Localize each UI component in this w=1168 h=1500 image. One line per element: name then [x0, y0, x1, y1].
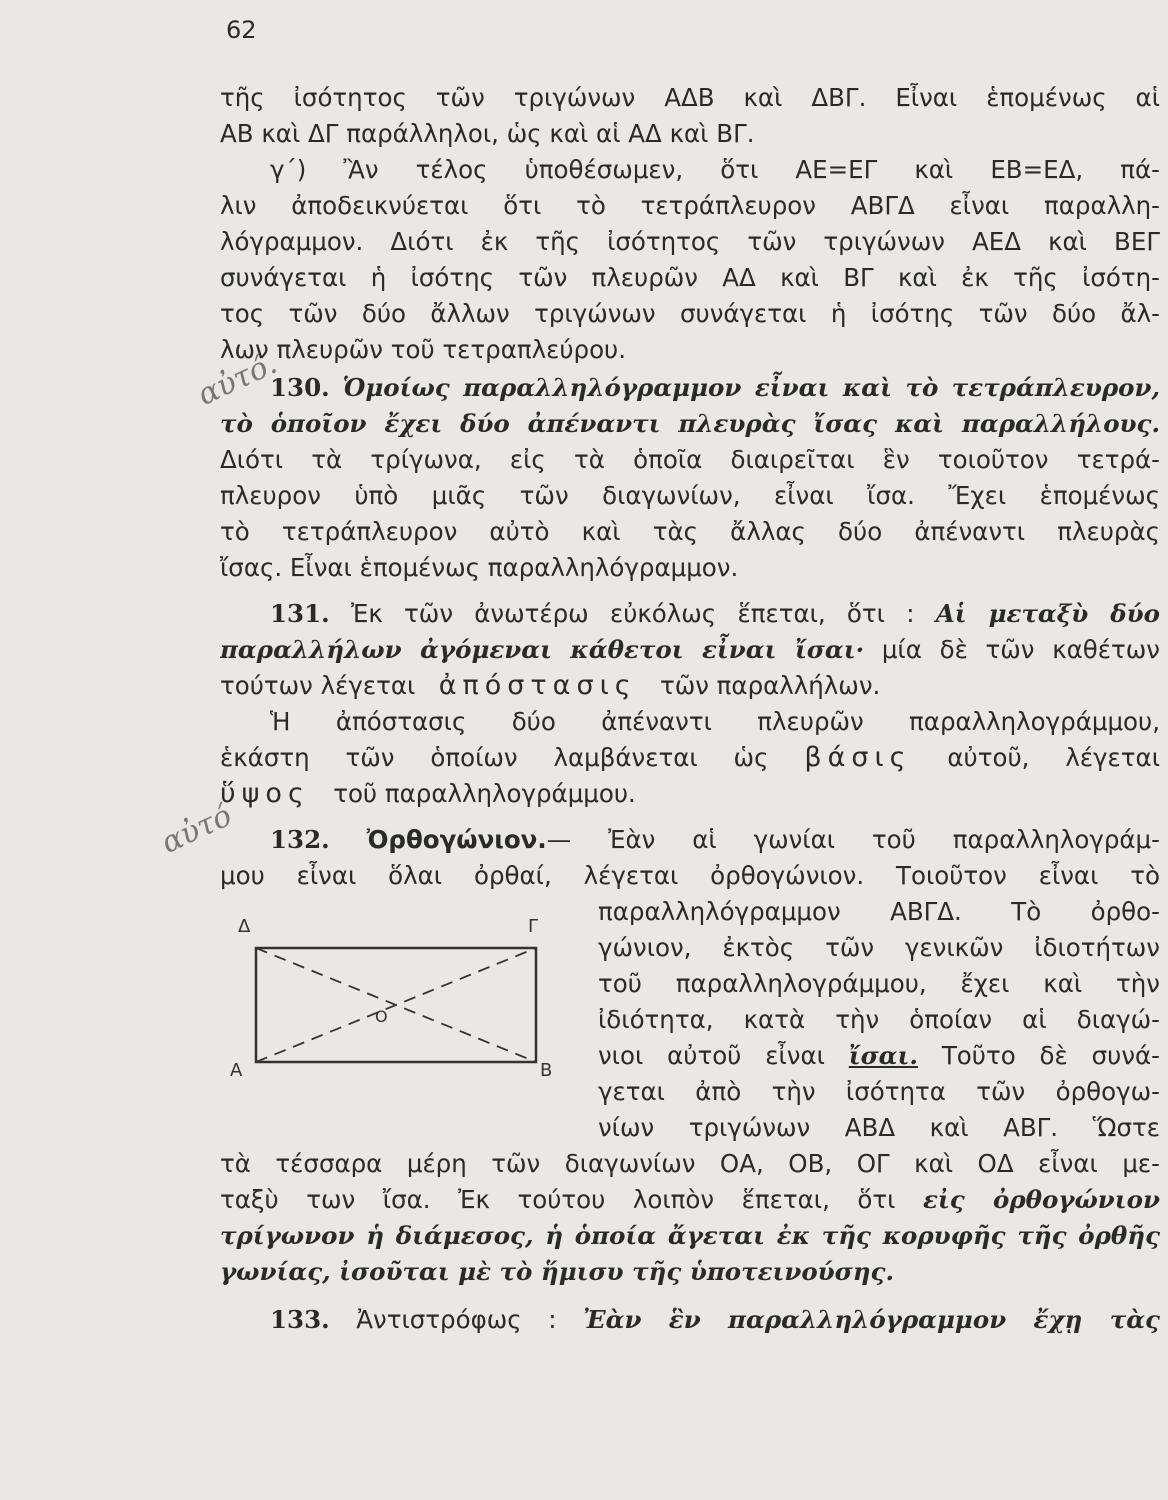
- text-line: πλευρον ὑπὸ μιᾶς τῶν διαγωνίων, εἶναι ἴσα. Ἔχει ἑπομένως: [220, 481, 1160, 510]
- term-apostasis: ἀπόστασις: [438, 670, 637, 701]
- text-line: μου εἶναι ὅλαι ὀρθαί, λέγεται ὀρθογώνιον. Τοιοῦτον εἶναι τὸ: [220, 861, 1160, 890]
- section-133-line-1: [220, 1302, 1160, 1338]
- section-130-line-1: [220, 370, 1160, 406]
- text-span: Τοῦτο δὲ συνά-: [941, 1041, 1160, 1070]
- theorem-text: τὸ ὁποῖον ἔχει δύο ἀπέναντι πλευρὰς ἴσας καὶ παραλλήλους.: [220, 409, 1160, 438]
- text-line: παραλληλόγραμμον ΑΒΓΔ. Τὸ ὀρθο-: [598, 897, 1160, 926]
- text-span: αὐτοῦ, λέγεται: [947, 743, 1160, 772]
- text-line: λιν ἀποδεικνύεται ὅτι τὸ τετράπλευρον ΑΒΓΔ εἶναι παραλλη-: [220, 191, 1160, 220]
- section-131-line-3: [220, 668, 1160, 704]
- text-line: τοῦ παραλληλογράμμου, ἔχει καὶ τὴν: [598, 969, 1160, 998]
- text-line: λόγραμμον. Διότι ἐκ τῆς ἰσότητος τῶν τριγώνων ΑΕΔ καὶ ΒΕΓ: [220, 227, 1160, 256]
- margin-note-2: αὐτό: [156, 798, 238, 861]
- theorem-text: Ὁμοίως παραλληλόγραμμον εἶναι καὶ τὸ τετράπλευρον,: [342, 373, 1160, 402]
- dash: —: [546, 825, 572, 854]
- theorem-text: τρίγωνον ἡ διάμεσος, ἡ ὁποία ἄγεται ἐκ τῆς κορυφῆς τῆς ὀρθῆς: [220, 1221, 1160, 1250]
- emphasis-isai: ἴσαι.: [848, 1041, 918, 1070]
- label-O: Ο: [375, 1007, 388, 1026]
- theorem-text: εἰς ὀρθογώνιον: [923, 1185, 1160, 1214]
- text-span: τοῦ παραλληλογράμμου.: [333, 779, 636, 808]
- text-line: ἴσας. Εἶναι ἑπομένως παραλληλόγραμμον.: [220, 553, 739, 582]
- text-line: νίων τριγώνων ΑΒΔ καὶ ΑΒΓ. Ὥστε: [598, 1113, 1160, 1142]
- text-line: ΑΒ καὶ ΔΓ παράλληλοι, ὡς καὶ αἱ ΑΔ καὶ ΒΓ.: [220, 119, 755, 148]
- text-span: νιοι αὐτοῦ εἶναι: [598, 1041, 825, 1070]
- text-span: Ἀντιστρόφως :: [356, 1305, 557, 1334]
- text-line: Ἡ ἀπόστασις δύο ἀπέναντι πλευρῶν παραλληλογράμμου,: [270, 707, 1160, 736]
- section-number: 133.: [270, 1305, 330, 1334]
- margin-note-1: αὐτό.: [192, 346, 283, 413]
- term-ypsos: ὕψος: [220, 778, 310, 809]
- theorem-text: Ἐὰν ἓν παραλληλόγραμμον ἔχῃ τὰς: [583, 1305, 1160, 1334]
- text-line: τος τῶν δύο ἄλλων τριγώνων συνάγεται ἡ ἰσότης τῶν δύο ἄλ-: [220, 299, 1160, 328]
- text-line: συνάγεται ἡ ἰσότης τῶν πλευρῶν ΑΔ καὶ ΒΓ καὶ ἐκ τῆς ἰσότη-: [220, 263, 1160, 292]
- text-span: τούτων λέγεται: [220, 671, 416, 700]
- section-131-line-2: [220, 632, 1160, 668]
- text-line: ἰδιότητα, κατὰ τὴν ὁποίαν αἱ διαγώ-: [598, 1005, 1160, 1034]
- text-span: ἑκάστη τῶν ὁποίων λαμβάνεται ὡς: [220, 743, 769, 772]
- section-132-line-1: [220, 822, 1160, 858]
- section-131-line-6: [220, 776, 1160, 812]
- text-line: γ΄) Ἂν τέλος ὑποθέσωμεν, ὅτι ΑΕ=ΕΓ καὶ ΕΒ=ΕΔ, πά-: [270, 155, 1160, 184]
- text-line: τὰ τέσσαρα μέρη τῶν διαγωνίων ΟΑ, ΟΒ, ΟΓ καὶ ΟΔ εἶναι με-: [220, 1149, 1160, 1178]
- text-span: Ἐὰν αἱ γωνίαι τοῦ παραλληλογράμ-: [608, 825, 1160, 854]
- term-basis: βάσις: [804, 742, 912, 773]
- text-span: τῶν παραλλήλων.: [659, 671, 881, 700]
- text-line: γεται ἀπὸ τὴν ἰσότητα τῶν ὀρθογω-: [598, 1077, 1160, 1106]
- text-span: ταξὺ των ἴσα. Ἐκ τούτου λοιπὸν ἕπεται, ὅτι: [220, 1185, 896, 1214]
- rectangle-figure: [222, 910, 562, 1085]
- theorem-text: Αἱ μεταξὺ δύο: [935, 599, 1160, 628]
- label-A: Α: [230, 1060, 243, 1081]
- text-line: λων πλευρῶν τοῦ τετραπλεύρου.: [220, 335, 627, 364]
- section-132-right-5: [598, 1038, 1160, 1074]
- theorem-text: παραλλήλων ἀγόμεναι κάθετοι εἶναι ἴσαι·: [220, 635, 865, 664]
- section-title: Ὀρθογώνιον.: [366, 825, 547, 854]
- page-number: 62: [226, 16, 257, 44]
- text-span: μία δὲ τῶν καθέτων: [881, 635, 1160, 664]
- section-number: 132.: [270, 825, 330, 854]
- label-B: Β: [540, 1060, 553, 1081]
- section-131-line-5: [220, 740, 1160, 776]
- text-line: τὸ τετράπλευρον αὐτὸ καὶ τὰς ἄλλας δύο ἀπέναντι πλευρὰς: [220, 517, 1160, 546]
- label-G: Γ: [528, 916, 539, 937]
- theorem-text: γωνίας, ἰσοῦται μὲ τὸ ἥμισυ τῆς ὑποτεινούσης.: [220, 1257, 894, 1286]
- text-line: τῆς ἰσότητος τῶν τριγώνων ΑΔΒ καὶ ΔΒΓ. Εἶναι ἑπομένως αἱ: [220, 83, 1160, 112]
- section-131-line-1: [220, 596, 1160, 632]
- text-line: Διότι τὰ τρίγωνα, εἰς τὰ ὁποῖα διαιρεῖται ἓν τοιοῦτον τετρά-: [220, 445, 1160, 474]
- text-span: Ἐκ τῶν ἀνωτέρω εὐκόλως ἕπεται, ὅτι :: [350, 599, 915, 628]
- section-number: 130.: [270, 373, 330, 402]
- section-number: 131.: [270, 599, 330, 628]
- text-line: γώνιον, ἐκτὸς τῶν γενικῶν ἰδιοτήτων: [598, 933, 1160, 962]
- section-132-line-9: [220, 1182, 1160, 1218]
- label-D: Δ: [238, 916, 251, 937]
